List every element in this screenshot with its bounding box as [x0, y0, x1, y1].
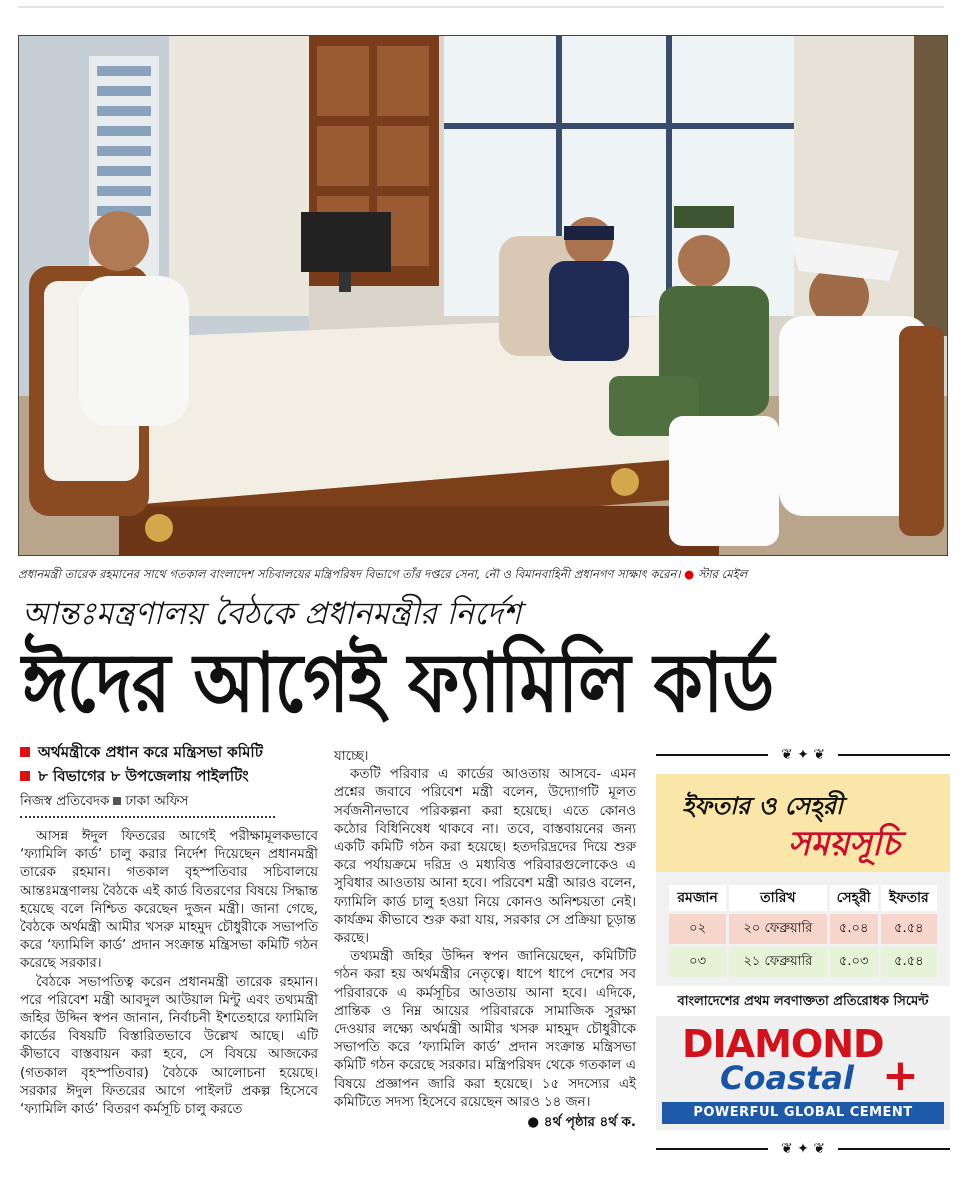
table-row [669, 914, 937, 944]
headline: ঈদের আগেই ফ্যামিলি কার্ড [22, 636, 774, 731]
col1-paragraph-1: আসন্ন ঈদুল ফিতরের আগেই পরীক্ষামূলকভাবে ‘ফ্যামিলি কার্ড’ চালু করার নির্দেশ দিয়েছেন প্রধানমন্ত্রী তারেক রহমান। গতকাল বৃহস্পতিবার সচিবালয়ে আন্তঃমন্ত্রণালয় বৈঠকে এই কার্ড বিতরণের বিষয়ে সিদ্ধান্ত হয়েছে বলে নিশ্চিত করেছেন দুজন মন্ত্রী। জানা গেছে, বৈঠকে অর্থমন্ত্রী আমীর খসরু মাহমুদ চৌধুরীকে সভাপতি করে ‘ফ্যামিলি কার্ড’ প্রদান সংক্রান্ত মন্ত্রিসভা কমিটি গঠন করেছে সরকার। [20, 829, 318, 972]
brand-coastal: Coastal [720, 1059, 854, 1097]
brand-tagline: POWERFUL GLOBAL CEMENT [662, 1102, 944, 1124]
col-header-date: তারিখ [729, 885, 826, 911]
cell-date: ২০ ফেব্রুয়ারি [729, 914, 826, 944]
cement-slogan: বাংলাদেশের প্রথম লবণাক্ততা প্রতিরোধক সিমেন্ট [677, 994, 929, 1009]
bullet-2-text: ৮ বিভাগের ৮ উপজেলায় পাইলটিং [38, 767, 249, 785]
bullet-2 [20, 764, 318, 788]
col-header-iftar: ইফতার [881, 885, 937, 911]
col2-paragraph-2: কতটি পরিবার এ কার্ডের আওতায় আসবে- এমন প্রশ্নের জবাবে পরিবেশ মন্ত্রী বলেন, উদ্যোগটি মূলত সর্বজনীনভাবে পরিকল্পনা করা হয়েছে। এতে কোনও কঠোর বিধিনিষেধ থাকবে না। তবে, বাস্তবায়নের জন্য একটি কমিটি গঠন করা হয়েছে। হতদরিদ্রদের দিয়ে শুরু করে পর্যায়ক্রমে দরিদ্র ও মধ্যবিত্ত পরিবারগুলোকেও এ সুবিধার আওতায় আনা হবে। পরিবেশ মন্ত্রী আরও বলেন, ফ্যামিলি কার্ড চালু হওয়া নিয়ে কোনও অনিশ্চয়তা নেই। কার্যক্রম কীভাবে শুরু করা যায়, সরকার সে প্রক্রিয়া চূড়ান্ত করছে। [334, 767, 636, 947]
brand-diamond: DIAMOND [682, 1022, 884, 1066]
cell-date: ২১ ফেব্রুয়ারি [729, 947, 826, 977]
cell-ramadan: ০২ [669, 914, 726, 944]
caption-text: প্রধানমন্ত্রী তারেক রহমানের সাথে গতকাল বাংলাদেশ সচিবালয়ের মন্ত্রিপরিষদ বিভাগে তাঁর দপ্তরে সেনা, নৌ ও বিমানবাহিনী প্রধানগণ সাক্ষাৎ করেন। [18, 567, 681, 581]
brand-plus-icon: + [882, 1050, 919, 1101]
bullet-1 [20, 740, 318, 764]
bullet-1-text: অর্থমন্ত্রীকে প্রধান করে মন্ত্রিসভা কমিটি [38, 743, 263, 761]
ad-subtitle: সময়সূচি [788, 824, 900, 864]
col-header-sehri: সেহ্‌রী [830, 885, 878, 911]
col-header-ramadan: রমজান [669, 885, 726, 911]
kicker: আন্তঃমন্ত্রণালয় বৈঠকে প্রধানমন্ত্রীর নির্দেশ [22, 596, 522, 632]
cell-sehri: ৫.০৩ [830, 947, 878, 977]
schedule-table [666, 882, 940, 980]
dotted-divider [20, 816, 275, 818]
iftar-ad [656, 744, 950, 1174]
article-column-1 [20, 740, 318, 1119]
bullet-square-icon [20, 771, 30, 781]
cell-sehri: ৫.০৪ [830, 914, 878, 944]
table-row [669, 947, 937, 977]
ornament-bottom: ❦ ✦ ❦ [656, 1138, 950, 1160]
article-column-2 [334, 748, 636, 1132]
table-header-row [669, 885, 937, 911]
byline-office: ঢাকা অফিস [125, 794, 189, 809]
cell-iftar: ৫.৫৪ [881, 914, 937, 944]
continued-jump: ● ৪র্থ পৃষ্ঠার ৪র্থ ক. [527, 1115, 636, 1131]
schedule-table-wrap [656, 872, 950, 986]
cell-ramadan: ০৩ [669, 947, 726, 977]
byline-separator-icon [113, 797, 121, 805]
bullet-square-icon [20, 747, 30, 757]
col2-paragraph-3: তথ্যমন্ত্রী জহির উদ্দিন স্বপন জানিয়েছেন, কমিটিটি গঠন করা হয় অর্থমন্ত্রীর নেতৃত্বে। ধাপে ধাপে দেশের সব পরিবারকে এ কর্মসূচির আওতায় আনা হবে। এদিকে, প্রান্তিক ও নিম্ন আয়ের পরিবারকে সামাজিক সুরক্ষা দেওয়ার লক্ষ্যে অর্থমন্ত্রী আমীর খসরু মাহমুদ চৌধুরীকে সভাপতি করে ‘ফ্যামিলি কার্ড’ প্রদান সংক্রান্ত মন্ত্রিসভা কমিটি গঠন করেছে সরকার। মন্ত্রিপরিষদ থেকে গতকাল এ বিষয়ে প্রজ্ঞাপন জারি করা হয়েছে। ১৫ সদস্যের এই কমিটিতে সদস্য হিসেবে রয়েছেন আরও ১৪ জন। [334, 949, 636, 1110]
top-rule [18, 6, 944, 8]
news-photo [18, 35, 948, 556]
caption-credit: স্টার মেইল [697, 567, 748, 581]
credit-dot: ● [684, 567, 695, 581]
byline [20, 792, 318, 812]
brand-logo-box [656, 1016, 950, 1130]
ad-title: ইফতার ও সেহ্‌রী [682, 791, 843, 820]
cell-iftar: ৫.৫৪ [881, 947, 937, 977]
byline-reporter: নিজস্ব প্রতিবেদক [20, 794, 110, 809]
col2-paragraph-1: যাচ্ছে। [334, 749, 369, 764]
col1-paragraph-2: বৈঠকে সভাপতিত্ব করেন প্রধানমন্ত্রী তারেক রহমান। পরে পরিবেশ মন্ত্রী আবদুল আউয়াল মিন্টু এবং তথ্যমন্ত্রী জহির উদ্দিন স্বপন জানান, নির্বাচনী ইশতেহারে ফ্যামিলি কার্ডের বিষয়টি বিস্তারিতভাবে উল্লেখ আছে। এটি কীভাবে বাস্তবায়ন করা হবে, সে বিষয়ে আজকের (গতকাল বৃহস্পতিবার) বৈঠকে আলোচনা হয়েছে। সরকার ঈদুল ফিতরের আগে পাইলট প্রকল্প হিসেবে ‘ফ্যামিলি কার্ড’ বিতরণ কর্মসূচি চালু করতে [20, 974, 318, 1118]
ornament-top: ❦ ✦ ❦ [656, 744, 950, 766]
photo-caption [18, 565, 948, 583]
ad-title-box [656, 774, 950, 872]
